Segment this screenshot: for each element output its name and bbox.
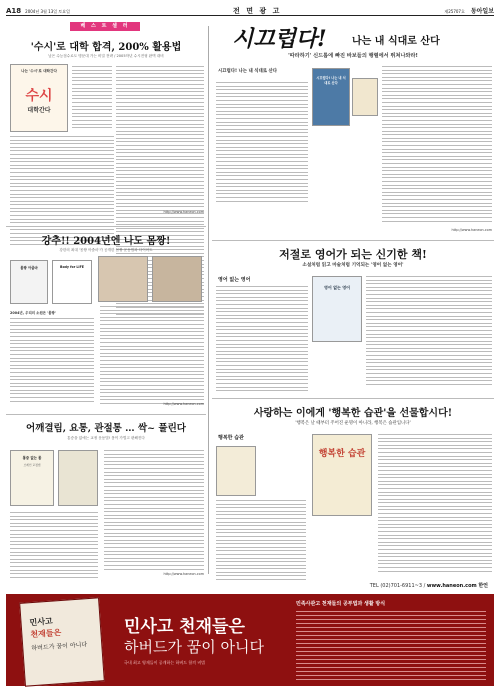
masthead [6,6,494,16]
bottom-book-title-3: 하버드가 꿈이 아니다 [31,641,88,653]
book3-cover-title: 통증 없는 몸 [22,456,42,460]
divider [6,226,206,227]
bottom-right-heading: 민족사관고 천재들의 공부법과 생활 방식 [296,601,386,607]
book1-text-a [72,66,112,131]
section2-title: 영어 없는 영어 [218,277,251,283]
section2-headline: 저절로 영어가 되는 신기한 책! [279,248,427,261]
book1-cover [10,64,68,132]
section3-text-b [378,434,492,574]
bottom-book-cover [19,597,105,686]
bottom-headline-2: 하버드가 꿈이 아니다 [124,638,264,656]
book2-cover-b [52,260,92,304]
book2-text-b [100,306,204,407]
section3-title: 행복한 습관 [218,435,244,441]
book-r1-caption: 시끄럽다! 나는 내 식대로 산다 [218,69,278,74]
section2-text-b [366,276,492,387]
publisher-contact [270,582,488,592]
book1-subline: 낮은 수능점수로도 명문대 가는 비밀 전략 / 2005학년 수시전형 완벽 대비 [48,54,164,58]
publisher-brand: 한언 [478,583,488,589]
section2-subline: 소설처럼 읽고 마술처럼 기억되는 '영어 없는 영어' [302,263,404,268]
book2-url[interactable]: http://www.haneon.com [163,402,204,406]
right-column [212,20,494,580]
book3-headline: 어깨결림, 요통, 관절통 … 싹~ 풀린다 [26,423,186,434]
publisher-tel: TEL (02)701-6911~3 / [369,583,426,589]
column-divider [208,26,209,574]
divider [6,414,206,415]
main-subline: '따라하기' 신드롬에 빠진 바보들의 행렬에서 뛰쳐나와라! [288,53,418,59]
book2-cover-title: 몸짱 아줌마 [20,266,38,270]
book-r1-url[interactable]: http://www.haneon.com [451,228,492,232]
bottom-book-title-1: 민사고 [29,615,54,628]
page-number: A18 [6,6,22,15]
section2-cover [312,276,362,342]
bottom-note: 국내 최고 영재들이 공개하는 하버드 합격 비법 [124,660,206,665]
bottom-headline: 민사고 천재들은 [124,617,245,637]
book-r1-text-b [382,66,492,224]
section-title: 전 면 광 고 [233,5,282,15]
book-r1-cover [312,68,350,126]
book3-cover-small: 브레인 교정법 [23,463,41,467]
section3-text-a [216,500,306,583]
section3-subline: '행복은 날 때부터 주어진 운명이 아니라, 행복은 습관입니다' [295,421,411,426]
book-r1-text-a [216,82,308,204]
divider [212,398,494,399]
book-r1-title-area [216,66,308,82]
book2-cover [10,260,48,304]
book2-caption: 2004년, 우리의 소원은 '몸짱' [10,311,56,315]
publisher-url[interactable]: www.haneon.com [426,583,477,589]
left-column [6,20,206,580]
full-page-ad [6,20,494,580]
book-r1-cover-title: 시끄럽다! 나는 내 식대로 산다 [316,76,346,85]
book3-cover-b [58,450,98,506]
section3-cover-a [216,446,256,496]
masthead-left [6,7,70,15]
book2-photo-b [152,256,202,302]
section2-text-a [216,286,308,394]
masthead-right [444,6,494,15]
section3-headline: 사랑하는 이에게 '행복한 습관'을 선물합시다! [253,408,453,419]
section2-cover-title: 영어 없는 영어 [324,285,350,290]
book2-headline: 강추!! 2004년엔 나도 몸짱! [41,236,171,247]
book2-subline: 강한의 최대 '몸짱 아줌마'가 공개한 몸짱 운동법과 다이어트 [59,248,153,252]
bottom-right-text [296,600,486,682]
main-headline-tail: 나는 내 식대로 산다 [352,36,440,47]
book3-text-a [10,512,98,580]
divider [212,240,494,241]
book2-cover-small: Body for LIFE [60,265,84,269]
bottom-right-lines [296,611,486,680]
book3-cover [10,450,54,506]
book2-text-a [10,318,94,404]
book1-headline: '수시'로 대학 합격, 200% 활용법 [30,42,182,53]
book3-url[interactable]: http://www.haneon.com [163,572,204,576]
book1-cover-title: 나는 '수시'로 대학간다 [21,69,57,73]
bestseller-badge: 베 스 트 셀 러 [70,22,140,31]
section3-title-block [216,432,296,444]
book1-url[interactable]: http://www.haneon.com [163,210,204,214]
newspaper-name: 동아일보 [470,8,494,15]
bottom-banner-ad [6,594,494,686]
book1-cover-small: 대학간다 [27,107,51,114]
section3-cover-title: 행복한 습관 [318,449,366,459]
book3-text-b [104,450,204,572]
bottom-book-title-2: 천재들은 [30,627,62,640]
book2-photo-a [98,256,148,302]
issue-number: 제25707호 [444,9,465,14]
book1-text-c [10,136,114,247]
book-r1-cover-b [352,78,378,116]
book3-subline: 통증을 없애는 교정 운동법! 몸이 가볍고 편해진다 [67,436,145,440]
issue-date: 2004년 3월 13일 토요일 [25,8,70,14]
main-headline: 시끄럽다! [232,26,327,52]
book1-cover-big: 수시 [25,88,53,104]
section3-cover-b [312,434,372,516]
